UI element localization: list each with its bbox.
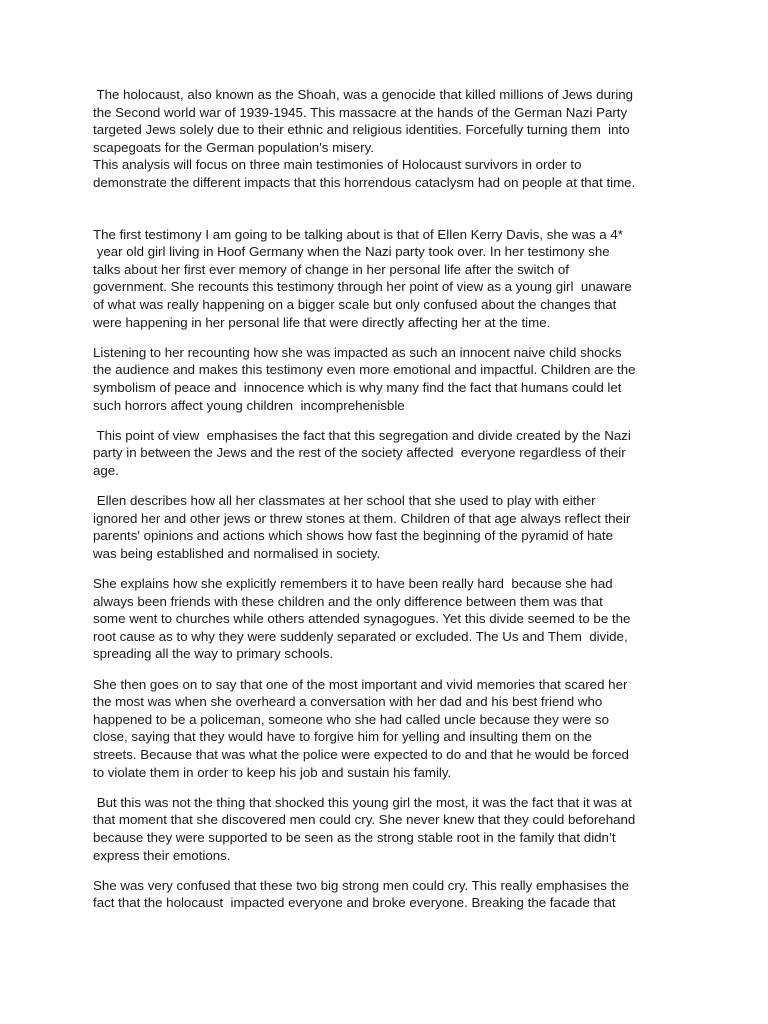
text-line: But this was not the thing that shocked this young girl the most, it was the fact that it was at <box>93 794 632 810</box>
paragraph-point-of-view <box>93 427 683 480</box>
text-line: Ellen describes how all her classmates at her school that she used to play with either <box>93 493 596 509</box>
paragraph-intro <box>93 86 683 192</box>
paragraph-divide <box>93 575 683 663</box>
text-line: The holocaust, also known as the Shoah, was a genocide that killed millions of Jews during <box>93 87 634 102</box>
text-line: scapegoats for the German population's misery. <box>93 139 374 155</box>
text-line: the most was when she overheard a conversation with her dad and his best friend who <box>93 694 603 710</box>
text-line: She explains how she explicitly remembers it to have been really hard because she had <box>93 576 613 592</box>
text-line: streets. Because that was what the police were expected to do and that he would be forced <box>93 746 629 762</box>
text-line: the Second world war of 1939-1945. This massacre at the hands of the German Nazi Party <box>93 104 628 120</box>
text-line: because they were supported to be seen as the strong stable root in the family that didn’t <box>93 829 616 845</box>
document-body <box>93 86 683 912</box>
text-line: that moment that she discovered men could cry. She never knew that they could beforehand <box>93 812 636 828</box>
text-line: She was very confused that these two big strong men could cry. This really emphasises the <box>93 877 630 893</box>
text-line: parents' opinions and actions which shows how fast the beginning of the pyramid of hate <box>93 528 613 544</box>
paragraph-men-cry <box>93 794 683 864</box>
text-line: was being established and normalised in society. <box>93 545 381 561</box>
paragraph-confused <box>93 877 683 912</box>
text-line: the audience and makes this testimony even more emotional and impactful. Children are the <box>93 362 636 378</box>
text-line: This point of view emphasises the fact that this segregation and divide created by the Nazi <box>93 427 631 443</box>
text-line: spreading all the way to primary schools. <box>93 646 334 662</box>
text-line: year old girl living in Hoof Germany when the Nazi party took over. In her testimony she <box>93 244 610 260</box>
paragraph-classmates <box>93 492 683 562</box>
paragraph-impact-children <box>93 344 683 414</box>
text-line: party in between the Jews and the rest of the society affected everyone regardless of their <box>93 445 626 461</box>
text-line: root cause as to why they were suddenly separated or excluded. The Us and Them divide, <box>93 628 628 644</box>
text-line: Listening to her recounting how she was impacted as such an innocent naive child shocks <box>93 344 622 360</box>
text-line: This analysis will focus on three main testimonies of Holocaust survivors in order to <box>93 157 582 173</box>
text-line: express their emotions. <box>93 847 231 863</box>
text-line: demonstrate the different impacts that this horrendous cataclysm had on people at that time. <box>93 174 636 190</box>
text-line: ignored her and other jews or threw stones at them. Children of that age always reflect their <box>93 510 631 526</box>
text-line: always been friends with these children and the only difference between them was that <box>93 593 603 609</box>
text-line: of what was really happening on a bigger scale but only confused about the changes that <box>93 296 617 312</box>
text-line: such horrors affect young children incomprehenisble <box>93 397 405 413</box>
text-line: She then goes on to say that one of the most important and vivid memories that scared her <box>93 676 628 692</box>
text-line: some went to churches while others attended synagogues. Yet this divide seemed to be the <box>93 611 631 627</box>
text-line: government. She recounts this testimony through her point of view as a young girl unaware <box>93 279 632 295</box>
text-line: talks about her first ever memory of change in her personal life after the switch of <box>93 261 569 277</box>
text-line: symbolism of peace and innocence which is why many find the fact that humans could let <box>93 379 622 395</box>
paragraph-first-testimony <box>93 226 683 332</box>
text-line: The first testimony I am going to be talking about is that of Ellen Kerry Davis, she was a 4* <box>93 226 623 242</box>
text-line: fact that the holocaust impacted everyone and broke everyone. Breaking the facade that <box>93 895 616 911</box>
paragraph-policeman <box>93 676 683 782</box>
text-line: happened to be a policeman, someone who she had called uncle because they were so <box>93 711 609 727</box>
text-line: were happening in her personal life that were directly affecting her at the time. <box>93 314 551 330</box>
text-line: close, saying that they would have to forgive him for yelling and insulting them on the <box>93 729 592 745</box>
text-line: to violate them in order to keep his job and sustain his family. <box>93 764 452 780</box>
text-line: age. <box>93 462 119 478</box>
text-line: targeted Jews solely due to their ethnic and religious identities. Forcefully turning them into <box>93 122 630 138</box>
